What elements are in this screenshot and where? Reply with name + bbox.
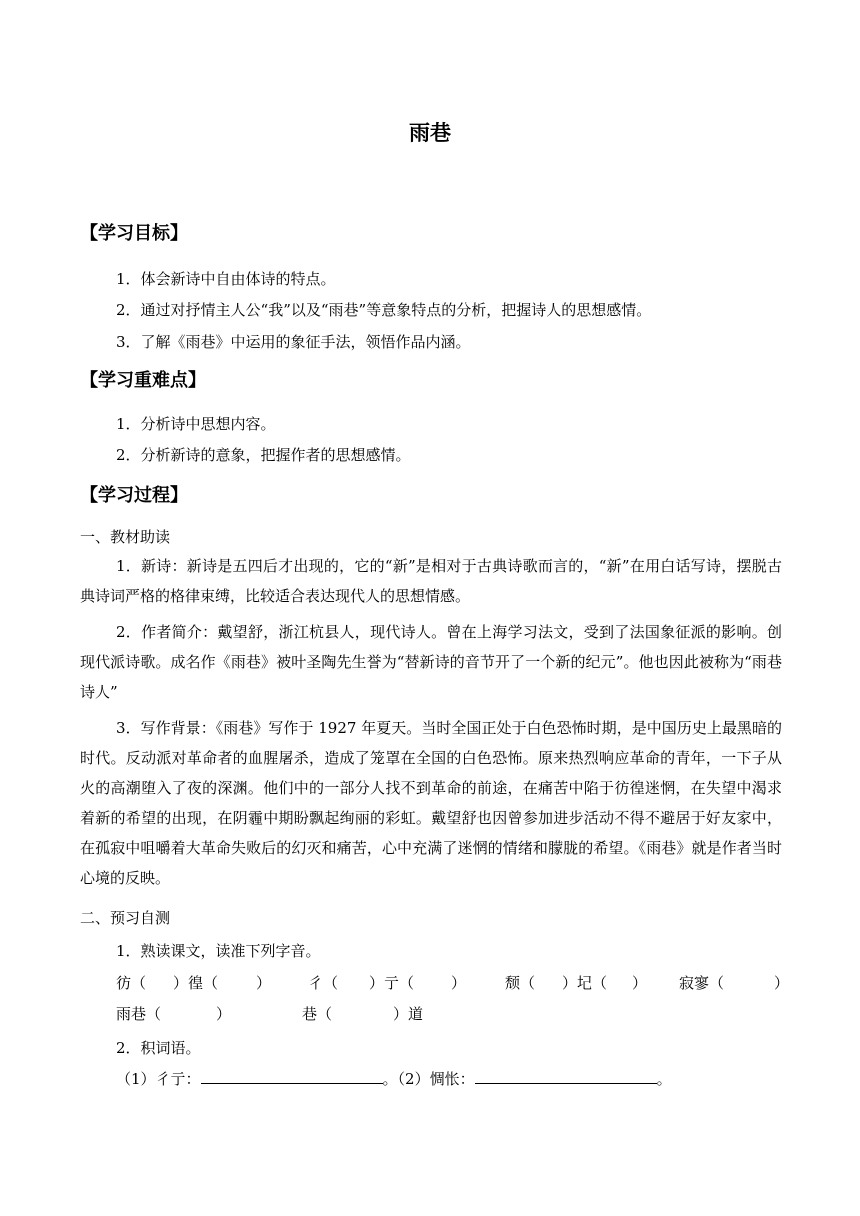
- vocab-1-answer-blank[interactable]: [201, 1069, 383, 1084]
- pinyin-cell: ）道: [393, 1005, 424, 1023]
- pinyin-cell: ）圮（: [562, 974, 608, 992]
- objective-item-2: 2．通过对抒情主人公“我”以及“雨巷”等意象特点的分析，把握诗人的思想感情。: [116, 301, 652, 319]
- section-2-title: 二、预习自测: [80, 909, 171, 927]
- pinyin-cell: ）徨（: [173, 974, 219, 992]
- pinyin-cell: ）: [632, 974, 648, 992]
- pinyin-cell: ）: [451, 974, 467, 992]
- objective-item-1: 1．体会新诗中自由体诗的特点。: [116, 270, 336, 288]
- key-point-item-1: 1．分析诗中思想内容。: [116, 415, 276, 433]
- vocab-end-mark: 。: [656, 1070, 672, 1088]
- key-points-heading: 【学习重难点】: [80, 370, 206, 391]
- page-title: 雨巷: [409, 121, 451, 145]
- pinyin-cell: 彷（: [116, 974, 147, 992]
- vocab-1-label: （1）彳亍：: [116, 1070, 201, 1088]
- pinyin-cell: 巷（: [302, 1005, 333, 1023]
- pinyin-cell: ）亍（: [369, 974, 415, 992]
- objectives-heading: 【学习目标】: [80, 223, 188, 244]
- pinyin-cell: 颓（: [505, 974, 536, 992]
- vocab-2-label: 。（2）惆怅：: [382, 1070, 475, 1088]
- paragraph-author-intro: 2．作者简介：戴望舒，浙江杭县人，现代诗人。曾在上海学习法文，受到了法国象征派的影响。创现代派诗歌。成名作《雨巷》被叶圣陶先生誉为“替新诗的音节开了一个新的纪元”。他也因此被称为“雨巷诗人”: [80, 623, 782, 701]
- objective-item-3: 3．了解《雨巷》中运用的象征手法，领悟作品内涵。: [116, 333, 471, 351]
- pinyin-cell: ）: [774, 974, 790, 992]
- section-1-title: 一、教材助读: [80, 528, 171, 546]
- process-heading: 【学习过程】: [80, 485, 188, 506]
- pinyin-cell: 寂寥（: [679, 974, 725, 992]
- key-point-item-2: 2．分析新诗的意象，把握作者的思想感情。: [116, 446, 411, 464]
- question-2: 2．积词语。: [116, 1039, 201, 1057]
- pinyin-cell: ）: [216, 1005, 232, 1023]
- paragraph-background: 3．写作背景：《雨巷》写作于 1927 年夏天。当时全国正处于白色恐怖时期，是中国历史上最黑暗的时代。反动派对革命者的血腥屠杀，造成了笼罩在全国的白色恐怖。原来热烈响应革命的青年，一下子从火的高潮堕入了夜的深渊。他们中的一部分人找不到革命的前途，在痛苦中陷于彷徨迷惘，在失望中渴求着新的希望的出现，在阴霾中期盼飘起绚丽的彩虹。戴望舒也因曾参加进步活动不得不避居于好友家中，在孤寂中咀嚼着大革命失败后的幻灭和痛苦，心中充满了迷惘的情绪和朦胧的希望。《雨巷》就是作者当时心境的反映。: [80, 719, 782, 887]
- pinyin-cell: ）: [256, 974, 272, 992]
- pinyin-cell: 雨巷（: [116, 1005, 162, 1023]
- pinyin-cell: 彳（: [308, 974, 339, 992]
- question-1: 1．熟读课文，读准下列字音。: [116, 942, 321, 960]
- vocab-line: [116, 1068, 672, 1089]
- vocab-2-answer-blank[interactable]: [475, 1069, 657, 1084]
- paragraph-new-poetry: 1．新诗：新诗是五四后才出现的，它的“新”是相对于古典诗歌而言的，“新”在用白话写诗，摆脱古典诗词严格的格律束缚，比较适合表达现代人的思想情感。: [80, 557, 782, 605]
